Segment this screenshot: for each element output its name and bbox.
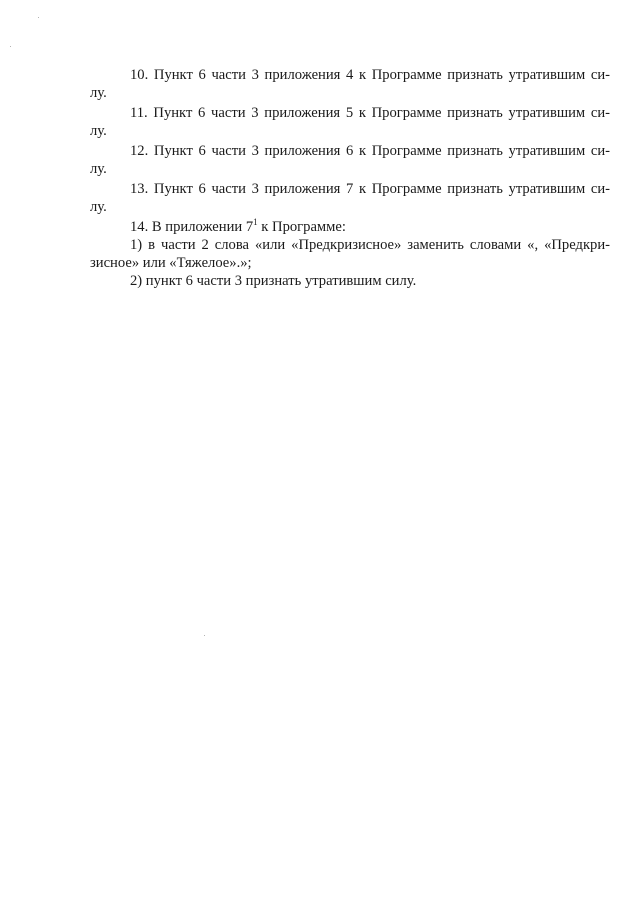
item-11 xyxy=(90,104,610,140)
item-12 xyxy=(90,142,610,178)
scan-speck xyxy=(204,635,205,636)
item-14-sub-2: 2) пункт 6 части 3 признать утратившим силу. xyxy=(130,273,417,289)
item-14-suffix: к Программе: xyxy=(257,219,346,235)
item-14-heading xyxy=(90,218,610,236)
item-12-line-2: лу. xyxy=(90,161,107,177)
scan-speck xyxy=(10,46,11,47)
item-10-line-2: лу. xyxy=(90,85,107,101)
item-12-line-1: 12. Пункт 6 части 3 приложения 6 к Программе признать утратившим си- xyxy=(130,143,610,159)
document-body xyxy=(90,66,610,290)
item-10 xyxy=(90,66,610,102)
item-14-prefix: 14. В приложении 7 xyxy=(130,219,254,235)
scan-speck xyxy=(38,17,39,18)
item-13-line-2: лу. xyxy=(90,199,107,215)
item-13 xyxy=(90,180,610,216)
item-14-sub-1-line-1: 1) в части 2 слова «или «Предкризисное» заменить словами «, «Предкри- xyxy=(130,237,610,253)
item-10-line-1: 10. Пункт 6 части 3 приложения 4 к Программе признать утратившим си- xyxy=(130,67,610,83)
item-14-sub-1-line-2: зисное» или «Тяжелое».»; xyxy=(90,255,252,271)
item-14-superscript: 1 xyxy=(253,217,258,228)
item-11-line-1: 11. Пункт 6 части 3 приложения 5 к Программе признать утратившим си- xyxy=(130,105,610,121)
item-11-line-2: лу. xyxy=(90,123,107,139)
item-14 xyxy=(90,218,610,290)
item-13-line-1: 13. Пункт 6 части 3 приложения 7 к Программе признать утратившим си- xyxy=(130,181,610,197)
